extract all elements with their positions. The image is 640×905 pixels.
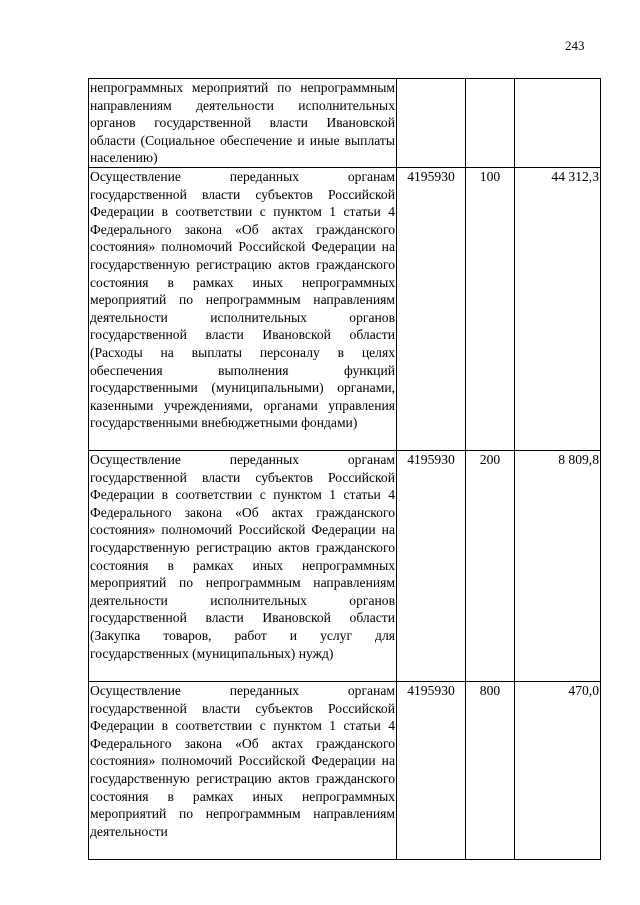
- row-target-code: 4195930: [397, 682, 466, 860]
- row-amount: 8 809,8: [515, 451, 601, 682]
- row-amount: [515, 79, 601, 168]
- table-row: [89, 168, 601, 451]
- table-row: [89, 682, 601, 860]
- row-description: непрограммных мероприятий по непрограммным направлениям деятельности исполнительных органов государственной власти Ивановской области (Социальное обеспечение и иные выплаты населению): [89, 79, 397, 168]
- row-description: Осуществление переданных органам государственной власти субъектов Российской Федерации в соответствии с пунктом 1 статьи 4 Федерального закона «Об актах гражданского состояния» полномочий Российской Федерации на государственную регистрацию актов гражданского состояния в рамках иных непрограммных мероприятий по непрограммным направлениям деятельности исполнительных органов государственной власти Ивановской области (Закупка товаров, работ и услуг для государственных (муниципальных) нужд): [89, 451, 397, 682]
- row-amount: 470,0: [515, 682, 601, 860]
- row-description: Осуществление переданных органам государственной власти субъектов Российской Федерации в соответствии с пунктом 1 статьи 4 Федерального закона «Об актах гражданского состояния» полномочий Российской Федерации на государственную регистрацию актов гражданского состояния в рамках иных непрограммных мероприятий по непрограммным направлениям деятельности: [89, 682, 397, 860]
- table-row: [89, 451, 601, 682]
- row-target-code: [397, 79, 466, 168]
- row-expense-type: [466, 79, 515, 168]
- row-expense-type: 800: [466, 682, 515, 860]
- row-expense-type: 200: [466, 451, 515, 682]
- budget-table: [88, 78, 601, 860]
- row-target-code: 4195930: [397, 451, 466, 682]
- row-expense-type: 100: [466, 168, 515, 451]
- table-row: [89, 79, 601, 168]
- row-target-code: 4195930: [397, 168, 466, 451]
- row-description: Осуществление переданных органам государственной власти субъектов Российской Федерации в соответствии с пунктом 1 статьи 4 Федерального закона «Об актах гражданского состояния» полномочий Российской Федерации на государственную регистрацию актов гражданского состояния в рамках иных непрограммных мероприятий по непрограммным направлениям деятельности исполнительных органов государственной власти Ивановской области (Расходы на выплаты персоналу в целях обеспечения выполнения функций государственными (муниципальными) органами, казенными учреждениями, органами управления государственными внебюджетными фондами): [89, 168, 397, 451]
- row-amount: 44 312,3: [515, 168, 601, 451]
- page-number: 243: [565, 38, 585, 53]
